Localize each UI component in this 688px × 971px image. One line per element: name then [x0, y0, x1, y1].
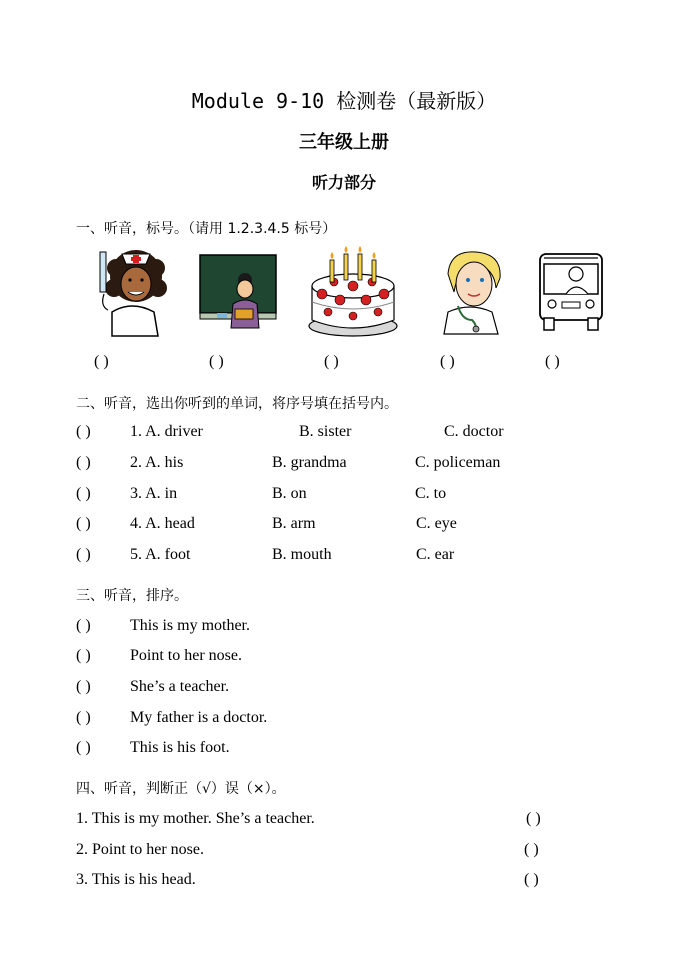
order-blank[interactable]: ( ) [76, 647, 91, 664]
sentence: My father is a doctor. [130, 709, 268, 726]
page-title: Module 9-10 检测卷（最新版） [191, 89, 497, 113]
picture-blank-1[interactable]: ( ) [94, 353, 109, 370]
section3-heading: 三、听音，排序。 [76, 588, 188, 604]
picture-blank-4[interactable]: ( ) [440, 353, 455, 370]
nurse-icon [92, 244, 174, 336]
judge-blank[interactable]: ( ) [524, 871, 539, 888]
teacher-icon [199, 254, 277, 328]
option-a: 1. A. driver [130, 423, 203, 440]
option-b: B. mouth [272, 546, 332, 563]
option-c: C. ear [416, 546, 455, 563]
birthday-cake-icon [308, 246, 398, 338]
option-c: C. eye [416, 515, 457, 532]
judge-blank[interactable]: ( ) [526, 810, 541, 827]
statement: 1. This is my mother. She’s a teacher. [76, 810, 315, 827]
picture-blank-3[interactable]: ( ) [324, 353, 339, 370]
section4-heading: 四、听音，判断正（√）误（×）。 [76, 781, 286, 797]
sentence: Point to her nose. [130, 647, 242, 664]
option-c: C. doctor [444, 423, 504, 440]
answer-blank[interactable]: ( ) [76, 485, 91, 502]
sentence: This is his foot. [130, 739, 230, 756]
section1-heading: 一、听音，标号。（请用 1.2.3.4.5 标号） [76, 221, 337, 237]
sentence: She’s a teacher. [130, 678, 230, 695]
answer-blank[interactable]: ( ) [76, 515, 91, 532]
picture-blank-2[interactable]: ( ) [209, 353, 224, 370]
answer-blank[interactable]: ( ) [76, 546, 91, 563]
option-b: B. on [272, 485, 307, 502]
option-b: B. sister [299, 423, 352, 440]
option-a: 3. A. in [130, 485, 178, 502]
section2-heading: 二、听音，选出你听到的单词，将序号填在括号内。 [76, 396, 398, 412]
grade-label: 三年级上册 [299, 132, 389, 153]
option-a: 4. A. head [130, 515, 195, 532]
option-c: C. policeman [415, 454, 501, 471]
order-blank[interactable]: ( ) [76, 617, 91, 634]
option-c: C. to [415, 485, 447, 502]
statement: 3. This is his head. [76, 871, 196, 888]
picture-blank-5[interactable]: ( ) [545, 353, 560, 370]
bus-driver-icon [536, 250, 606, 334]
doctor-icon [436, 248, 506, 334]
option-a: 5. A. foot [130, 546, 191, 563]
answer-blank[interactable]: ( ) [76, 454, 91, 471]
option-a: 2. A. his [130, 454, 184, 471]
order-blank[interactable]: ( ) [76, 678, 91, 695]
statement: 2. Point to her nose. [76, 841, 204, 858]
option-b: B. grandma [272, 454, 347, 471]
sentence: This is my mother. [130, 617, 250, 634]
judge-blank[interactable]: ( ) [524, 841, 539, 858]
section-label: 听力部分 [311, 173, 376, 192]
answer-blank[interactable]: ( ) [76, 423, 91, 440]
option-b: B. arm [272, 515, 316, 532]
order-blank[interactable]: ( ) [76, 739, 91, 756]
order-blank[interactable]: ( ) [76, 709, 91, 726]
